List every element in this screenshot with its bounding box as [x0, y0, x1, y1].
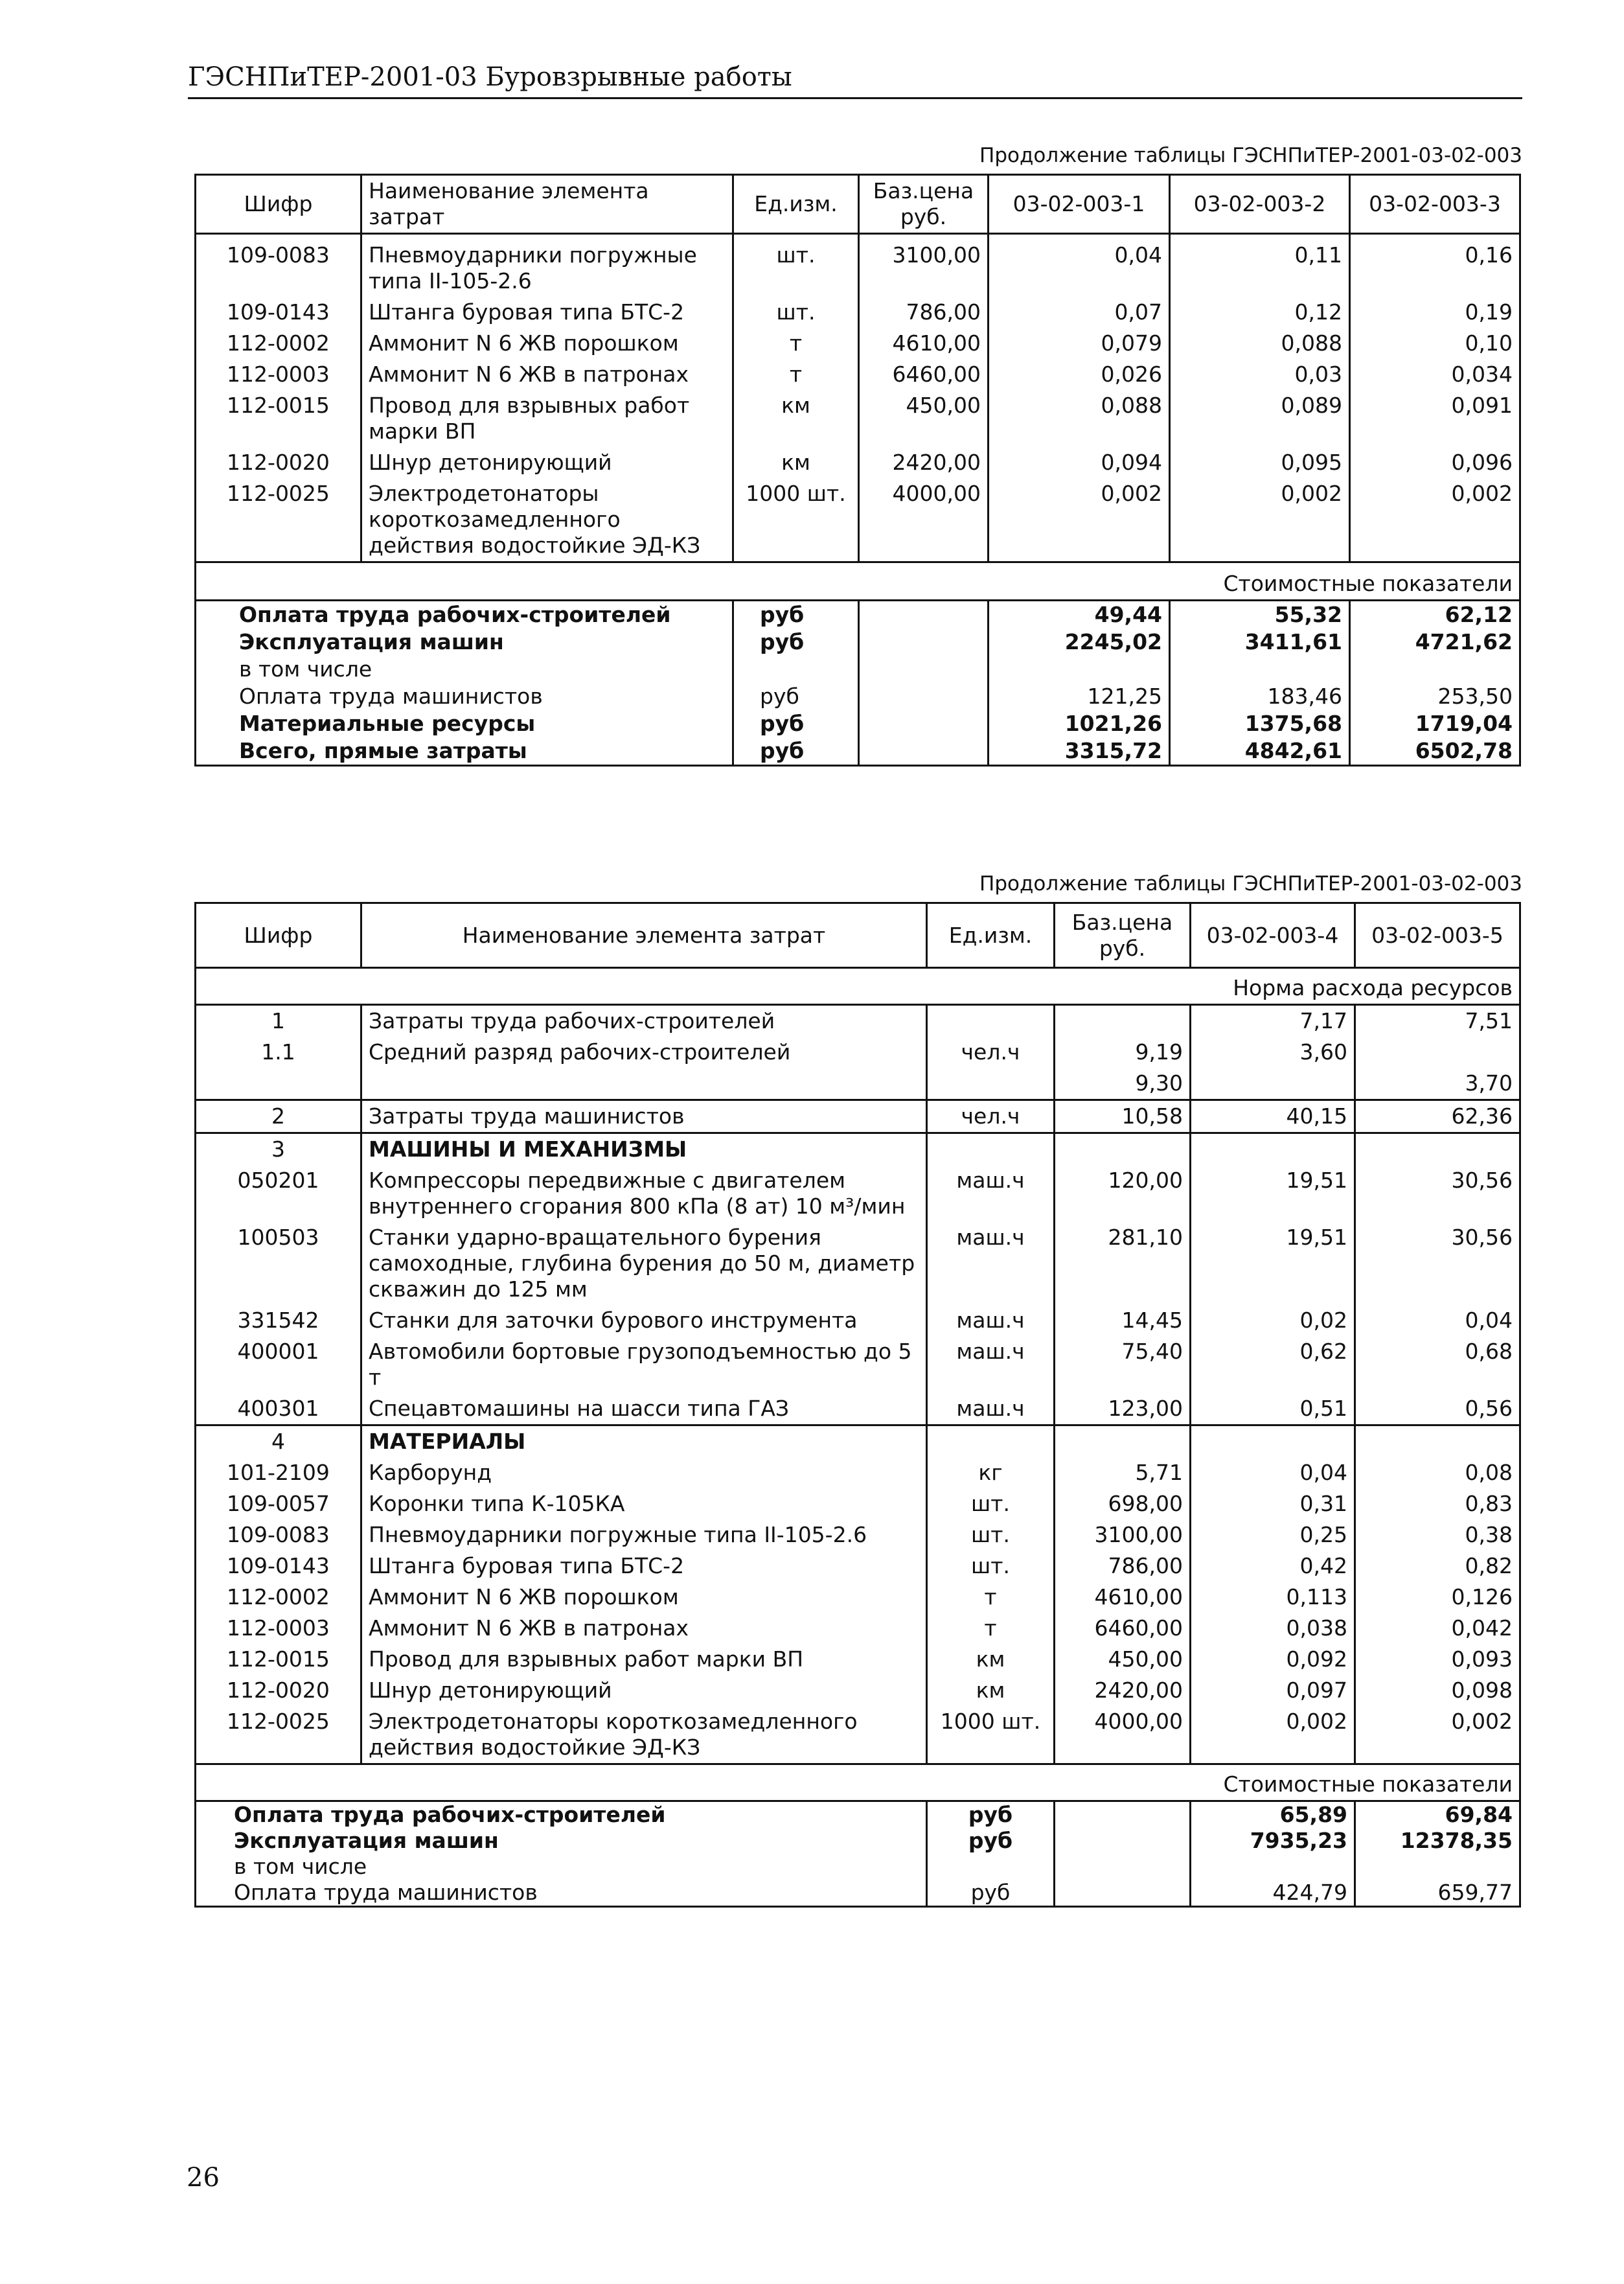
table1-cost-value: 62,12 [1350, 601, 1520, 629]
table1-value-cell: 0,002 [989, 478, 1170, 562]
table2-value-cell: 0,113 [1191, 1582, 1355, 1613]
table1-value-cell: 0,12 [1170, 297, 1350, 328]
table2-value-cell: 0,83 [1355, 1488, 1520, 1519]
table1-value-cell: 0,002 [1170, 478, 1350, 562]
table2-value-cell: 40,15 [1191, 1100, 1355, 1133]
table1-price-cell: 4000,00 [859, 478, 989, 562]
table2-value-cell: 0,042 [1355, 1613, 1520, 1644]
table1-cost-name: в том числе [196, 656, 733, 683]
table1-header-cell: 03-02-003-3 [1350, 175, 1520, 234]
table1-value-cell: 0,096 [1350, 447, 1520, 478]
table1-value-cell: 0,10 [1350, 328, 1520, 359]
table2-unit-cell: км [927, 1644, 1055, 1675]
table1-cost-unit: руб [733, 710, 859, 737]
table2-code-cell: 2 [196, 1100, 361, 1133]
table2-name-cell: МАШИНЫ И МЕХАНИЗМЫ [361, 1133, 927, 1166]
table2-cost-empty [1055, 1880, 1191, 1907]
table2-value-cell: 0,002 [1355, 1706, 1520, 1764]
table2-row [196, 1644, 1520, 1675]
page-number: 26 [187, 2163, 220, 2193]
table1-price-cell: 450,00 [859, 390, 989, 447]
table1-price-cell: 786,00 [859, 297, 989, 328]
table2-unit-cell: маш.ч [927, 1305, 1055, 1336]
table2-value-cell [1191, 1068, 1355, 1100]
table1 [194, 174, 1521, 767]
table2-name-cell: Карборунд [361, 1457, 927, 1488]
table2-code-cell: 109-0057 [196, 1488, 361, 1519]
table1-cost-name: Всего, прямые затраты [196, 737, 733, 766]
table1-value-cell: 0,19 [1350, 297, 1520, 328]
table2-value-cell: 19,51 [1191, 1165, 1355, 1222]
table2-header-cell: Наименование элемента затрат [361, 903, 927, 968]
table1-cost-value: 1375,68 [1170, 710, 1350, 737]
table1-name-cell: Пневмоударники погружные типа II-105-2.6 [361, 234, 733, 297]
table2-cost-name: Оплата труда рабочих-строителей [196, 1801, 927, 1828]
table2-header-cell: 03-02-003-4 [1191, 903, 1355, 968]
table2-value-cell [1191, 1133, 1355, 1166]
table2-unit-cell: т [927, 1613, 1055, 1644]
table1-row [196, 447, 1520, 478]
table1-cost-value: 121,25 [989, 683, 1170, 710]
table2-unit-cell: маш.ч [927, 1222, 1055, 1305]
table2-code-cell: 112-0002 [196, 1582, 361, 1613]
table2-unit-cell: маш.ч [927, 1336, 1055, 1393]
table1-code-cell: 112-0025 [196, 478, 361, 562]
table2-cost-row [196, 1854, 1520, 1880]
table1-cost-value [989, 656, 1170, 683]
table1-value-cell: 0,16 [1350, 234, 1520, 297]
table2-cost-value: 12378,35 [1355, 1828, 1520, 1854]
table2-header-cell: Баз.цена руб. [1055, 903, 1191, 968]
table2-unit-cell: т [927, 1582, 1055, 1613]
table2-price-cell [1055, 1005, 1191, 1037]
table2-price-cell: 9,19 [1055, 1037, 1191, 1068]
table2-price-cell [1055, 1133, 1191, 1166]
table2-cost-value: 7935,23 [1191, 1828, 1355, 1854]
table1-value-cell: 0,091 [1350, 390, 1520, 447]
table2-cost-row [196, 1828, 1520, 1854]
table2-name-cell: Коронки типа К-105КА [361, 1488, 927, 1519]
table2-row [196, 1165, 1520, 1222]
table1-cost-value [1350, 656, 1520, 683]
table2-unit-cell: чел.ч [927, 1037, 1055, 1068]
table1-unit-cell: т [733, 328, 859, 359]
table2-value-cell: 30,56 [1355, 1165, 1520, 1222]
table2-row [196, 1519, 1520, 1551]
table2-code-cell: 1 [196, 1005, 361, 1037]
table2-cost-empty [1055, 1854, 1191, 1880]
table2-unit-cell [927, 1005, 1055, 1037]
table1-name-cell: Аммонит N 6 ЖВ в патронах [361, 359, 733, 390]
table1-cost-value: 55,32 [1170, 601, 1350, 629]
table2-name-cell: Провод для взрывных работ марки ВП [361, 1644, 927, 1675]
table2-name-cell: Электродетонаторы короткозамедленного действия водостойкие ЭД-КЗ [361, 1706, 927, 1764]
table2-cost-value [1355, 1854, 1520, 1880]
table2-cost-name: Оплата труда машинистов [196, 1880, 927, 1907]
table2-unit-cell: маш.ч [927, 1165, 1055, 1222]
table2-value-cell: 0,42 [1191, 1551, 1355, 1582]
table2-name-cell: Аммонит N 6 ЖВ в патронах [361, 1613, 927, 1644]
table1-code-cell: 112-0020 [196, 447, 361, 478]
table2-name-cell: Спецавтомашины на шасси типа ГАЗ [361, 1393, 927, 1425]
table1-header-cell: Шифр [196, 175, 361, 234]
table2-cost-empty [1055, 1828, 1191, 1854]
table2-unit-cell: шт. [927, 1519, 1055, 1551]
table2-code-cell: 101-2109 [196, 1457, 361, 1488]
table2-row [196, 1457, 1520, 1488]
table1-cost-empty [859, 683, 989, 710]
table2-row [196, 1222, 1520, 1305]
table2-value-cell: 0,092 [1191, 1644, 1355, 1675]
table1-cost-name: Оплата труда машинистов [196, 683, 733, 710]
table2-value-cell: 0,002 [1191, 1706, 1355, 1764]
table1-header-cell: Баз.цена руб. [859, 175, 989, 234]
table1-row [196, 234, 1520, 297]
table2-value-cell: 0,25 [1191, 1519, 1355, 1551]
table1-cost-value: 1719,04 [1350, 710, 1520, 737]
table2-value-cell [1355, 1037, 1520, 1068]
table1-cost-value: 4842,61 [1170, 737, 1350, 766]
table2-code-cell: 112-0025 [196, 1706, 361, 1764]
table2-value-cell: 0,04 [1355, 1305, 1520, 1336]
table2-value-cell [1191, 1425, 1355, 1458]
table2-value-cell: 7,17 [1191, 1005, 1355, 1037]
table1-cost-value: 49,44 [989, 601, 1170, 629]
table2-code-cell: 1.1 [196, 1037, 361, 1068]
table2-name-cell: Средний разряд рабочих-строителей [361, 1037, 927, 1068]
table1-price-cell: 3100,00 [859, 234, 989, 297]
table2-code-cell: 400001 [196, 1336, 361, 1393]
table2-row [196, 1613, 1520, 1644]
table1-cost-empty [859, 737, 989, 766]
table1-cost-row [196, 601, 1520, 629]
table1-cost-value: 1021,26 [989, 710, 1170, 737]
table2-code-cell: 400301 [196, 1393, 361, 1425]
table1-cost-unit: руб [733, 737, 859, 766]
table1-cost-value: 3315,72 [989, 737, 1170, 766]
table1-value-cell: 0,026 [989, 359, 1170, 390]
table2-price-cell: 450,00 [1055, 1644, 1191, 1675]
table2-code-cell: 100503 [196, 1222, 361, 1305]
table1-cost-value [1170, 656, 1350, 683]
table2-code-cell [196, 1068, 361, 1100]
table1-cost-unit [733, 656, 859, 683]
table2-cost-value [1191, 1854, 1355, 1880]
table2-row [196, 1037, 1520, 1068]
page-header-title: ГЭСНПиТЕР-2001-03 Буровзрывные работы [188, 62, 792, 92]
table2-cost-unit: руб [927, 1801, 1055, 1828]
table1-cost-unit: руб [733, 601, 859, 629]
table2-unit-cell: кг [927, 1457, 1055, 1488]
table2-row [196, 1305, 1520, 1336]
table1-price-cell: 6460,00 [859, 359, 989, 390]
table2-value-cell [1355, 1425, 1520, 1458]
table2 [194, 902, 1521, 1908]
table2-cost-unit [927, 1854, 1055, 1880]
table1-code-cell: 112-0002 [196, 328, 361, 359]
table2-name-cell [361, 1068, 927, 1100]
table2-value-cell: 0,31 [1191, 1488, 1355, 1519]
table1-cost-row [196, 683, 1520, 710]
table2-value-cell: 0,098 [1355, 1675, 1520, 1706]
table1-value-cell: 0,089 [1170, 390, 1350, 447]
table2-value-cell: 0,02 [1191, 1305, 1355, 1336]
table2-price-cell: 4610,00 [1055, 1582, 1191, 1613]
table2-cost-label-row [196, 1764, 1520, 1801]
table2-name-cell: Станки ударно-вращательного бурения самоходные, глубина бурения до 50 м, диаметр скважин до 125 мм [361, 1222, 927, 1305]
table2-unit-cell: маш.ч [927, 1393, 1055, 1425]
table2-row [196, 1488, 1520, 1519]
table2-value-cell: 19,51 [1191, 1222, 1355, 1305]
table2-value-cell: 0,093 [1355, 1644, 1520, 1675]
table2-row [196, 1706, 1520, 1764]
table1-value-cell: 0,002 [1350, 478, 1520, 562]
table2-row [196, 1393, 1520, 1425]
table2-row [196, 1336, 1520, 1393]
table1-unit-cell: км [733, 390, 859, 447]
table2-row [196, 1551, 1520, 1582]
table2-price-cell: 14,45 [1055, 1305, 1191, 1336]
table2-cost-name: в том числе [196, 1854, 927, 1880]
table2-section-row [196, 1133, 1520, 1166]
table2-norm-label: Норма расхода ресурсов [196, 968, 1520, 1005]
table2-price-cell: 123,00 [1055, 1393, 1191, 1425]
table1-name-cell: Штанга буровая типа БТС-2 [361, 297, 733, 328]
table2-value-cell: 3,70 [1355, 1068, 1520, 1100]
table1-cost-value: 6502,78 [1350, 737, 1520, 766]
table2-code-cell: 112-0020 [196, 1675, 361, 1706]
table2-price-cell [1055, 1425, 1191, 1458]
table1-name-cell: Аммонит N 6 ЖВ порошком [361, 328, 733, 359]
table2-unit-cell [927, 1425, 1055, 1458]
table2-continuation-caption: Продолжение таблицы ГЭСНПиТЕР-2001-03-02-003 [979, 872, 1522, 895]
table1-unit-cell: шт. [733, 297, 859, 328]
table2-price-cell: 698,00 [1055, 1488, 1191, 1519]
table1-unit-cell: шт. [733, 234, 859, 297]
table2-code-cell: 3 [196, 1133, 361, 1166]
table1-code-cell: 109-0143 [196, 297, 361, 328]
table2-header-cell: Ед.изм. [927, 903, 1055, 968]
table1-value-cell: 0,11 [1170, 234, 1350, 297]
header-rule [188, 97, 1522, 99]
table2-unit-cell: шт. [927, 1551, 1055, 1582]
table2-unit-cell: шт. [927, 1488, 1055, 1519]
table1-cost-empty [859, 601, 989, 629]
table2-value-cell: 0,04 [1191, 1457, 1355, 1488]
table2-section-row [196, 1425, 1520, 1458]
table2-value-cell: 0,097 [1191, 1675, 1355, 1706]
table2-code-cell: 112-0003 [196, 1613, 361, 1644]
table2-value-cell: 0,08 [1355, 1457, 1520, 1488]
table2-name-cell: Пневмоударники погружные типа II-105-2.6 [361, 1519, 927, 1551]
table1-header-row [196, 175, 1520, 234]
table1-header-cell: 03-02-003-2 [1170, 175, 1350, 234]
table1-cost-row [196, 656, 1520, 683]
table2-value-cell: 0,38 [1355, 1519, 1520, 1551]
table2-header-row [196, 903, 1520, 968]
table2-cost-value: 659,77 [1355, 1880, 1520, 1907]
table2-name-cell: Автомобили бортовые грузоподъемностью до 5 т [361, 1336, 927, 1393]
table2-price-cell: 2420,00 [1055, 1675, 1191, 1706]
table2-value-cell: 3,60 [1191, 1037, 1355, 1068]
table1-value-cell: 0,03 [1170, 359, 1350, 390]
table2-cost-name: Эксплуатация машин [196, 1828, 927, 1854]
table1-cost-value: 3411,61 [1170, 629, 1350, 656]
table2-name-cell: Затраты труда рабочих-строителей [361, 1005, 927, 1037]
table1-value-cell: 0,04 [989, 234, 1170, 297]
table1-cost-unit: руб [733, 629, 859, 656]
table2-value-cell: 62,36 [1355, 1100, 1520, 1133]
table1-unit-cell: км [733, 447, 859, 478]
table2-name-cell: МАТЕРИАЛЫ [361, 1425, 927, 1458]
table1-cost-value: 4721,62 [1350, 629, 1520, 656]
table2-code-cell: 331542 [196, 1305, 361, 1336]
table2-value-cell: 7,51 [1355, 1005, 1520, 1037]
table2-cost-empty [1055, 1801, 1191, 1828]
table1-cost-name: Оплата труда рабочих-строителей [196, 601, 733, 629]
table1-cost-name: Материальные ресурсы [196, 710, 733, 737]
table2-name-cell: Станки для заточки бурового инструмента [361, 1305, 927, 1336]
table2-price-cell: 281,10 [1055, 1222, 1191, 1305]
table2-value-cell: 0,56 [1355, 1393, 1520, 1425]
table2-code-cell: 112-0015 [196, 1644, 361, 1675]
table2-code-cell: 109-0143 [196, 1551, 361, 1582]
table1-cost-empty [859, 710, 989, 737]
table1-cost-value: 253,50 [1350, 683, 1520, 710]
table1-value-cell: 0,088 [1170, 328, 1350, 359]
table1-cost-value: 183,46 [1170, 683, 1350, 710]
table1-name-cell: Провод для взрывных работ марки ВП [361, 390, 733, 447]
table1-unit-cell: т [733, 359, 859, 390]
table1-code-cell: 109-0083 [196, 234, 361, 297]
table1-row [196, 297, 1520, 328]
table1-cost-label-row [196, 562, 1520, 601]
table1-cost-value: 2245,02 [989, 629, 1170, 656]
table2-header-cell: 03-02-003-5 [1355, 903, 1520, 968]
table2-row [196, 1582, 1520, 1613]
table2-value-cell: 0,126 [1355, 1582, 1520, 1613]
table1-cost-row [196, 629, 1520, 656]
table2-cost-unit: руб [927, 1880, 1055, 1907]
table1-row [196, 359, 1520, 390]
table2-name-cell: Аммонит N 6 ЖВ порошком [361, 1582, 927, 1613]
table1-name-cell: Шнур детонирующий [361, 447, 733, 478]
table2-price-cell: 75,40 [1055, 1336, 1191, 1393]
table2-code-cell: 050201 [196, 1165, 361, 1222]
table1-cost-unit: руб [733, 683, 859, 710]
table2-price-cell: 120,00 [1055, 1165, 1191, 1222]
table1-value-cell: 0,034 [1350, 359, 1520, 390]
table2-unit-cell [927, 1133, 1055, 1166]
table1-row [196, 390, 1520, 447]
table2-cost-value: 424,79 [1191, 1880, 1355, 1907]
table1-value-cell: 0,07 [989, 297, 1170, 328]
table1-unit-cell: 1000 шт. [733, 478, 859, 562]
table2-name-cell: Шнур детонирующий [361, 1675, 927, 1706]
table1-row [196, 478, 1520, 562]
table1-price-cell: 2420,00 [859, 447, 989, 478]
table2-code-cell: 4 [196, 1425, 361, 1458]
table2-price-cell: 4000,00 [1055, 1706, 1191, 1764]
table1-value-cell: 0,094 [989, 447, 1170, 478]
table2-header-cell: Шифр [196, 903, 361, 968]
table2-price-cell: 786,00 [1055, 1551, 1191, 1582]
table1-value-cell: 0,088 [989, 390, 1170, 447]
table1-cost-row [196, 737, 1520, 766]
table1-header-cell: Наименование элемента затрат [361, 175, 733, 234]
table1-price-cell: 4610,00 [859, 328, 989, 359]
table2-price-cell: 9,30 [1055, 1068, 1191, 1100]
table2-value-cell: 0,038 [1191, 1613, 1355, 1644]
table2-unit-cell: чел.ч [927, 1100, 1055, 1133]
table1-header-cell: Ед.изм. [733, 175, 859, 234]
table1-cost-label: Стоимостные показатели [196, 562, 1520, 601]
table2-norm-label-row [196, 968, 1520, 1005]
table2-row [196, 1675, 1520, 1706]
table1-continuation-caption: Продолжение таблицы ГЭСНПиТЕР-2001-03-02-003 [979, 144, 1522, 167]
table2-cost-value: 65,89 [1191, 1801, 1355, 1828]
table1-cost-row [196, 710, 1520, 737]
table2-price-cell: 5,71 [1055, 1457, 1191, 1488]
table2-name-cell: Затраты труда машинистов [361, 1100, 927, 1133]
table2-price-cell: 3100,00 [1055, 1519, 1191, 1551]
table2-name-cell: Штанга буровая типа БТС-2 [361, 1551, 927, 1582]
table1-code-cell: 112-0015 [196, 390, 361, 447]
table1-header-cell: 03-02-003-1 [989, 175, 1170, 234]
table2-value-cell: 30,56 [1355, 1222, 1520, 1305]
table2-name-cell: Компрессоры передвижные с двигателем внутреннего сгорания 800 кПа (8 ат) 10 м³/мин [361, 1165, 927, 1222]
table2-value-cell: 0,51 [1191, 1393, 1355, 1425]
table2-cost-value: 69,84 [1355, 1801, 1520, 1828]
table2-value-cell: 0,82 [1355, 1551, 1520, 1582]
table2-row [196, 1005, 1520, 1037]
table2-cost-label: Стоимостные показатели [196, 1764, 1520, 1801]
table2-unit-cell: 1000 шт. [927, 1706, 1055, 1764]
table1-value-cell: 0,079 [989, 328, 1170, 359]
table1-value-cell: 0,095 [1170, 447, 1350, 478]
table2-price-cell: 6460,00 [1055, 1613, 1191, 1644]
table1-name-cell: Электродетонаторы короткозамедленного действия водостойкие ЭД-КЗ [361, 478, 733, 562]
table2-cost-row [196, 1801, 1520, 1828]
table2-row [196, 1068, 1520, 1100]
table1-cost-name: Эксплуатация машин [196, 629, 733, 656]
table1-code-cell: 112-0003 [196, 359, 361, 390]
table2-unit-cell: км [927, 1675, 1055, 1706]
table2-value-cell: 0,62 [1191, 1336, 1355, 1393]
table2-row [196, 1100, 1520, 1133]
table2-unit-cell [927, 1068, 1055, 1100]
table1-cost-empty [859, 629, 989, 656]
table1-row [196, 328, 1520, 359]
table1-cost-empty [859, 656, 989, 683]
table2-price-cell: 10,58 [1055, 1100, 1191, 1133]
table2-cost-unit: руб [927, 1828, 1055, 1854]
table2-value-cell [1355, 1133, 1520, 1166]
table2-code-cell: 109-0083 [196, 1519, 361, 1551]
table2-value-cell: 0,68 [1355, 1336, 1520, 1393]
table2-cost-row [196, 1880, 1520, 1907]
